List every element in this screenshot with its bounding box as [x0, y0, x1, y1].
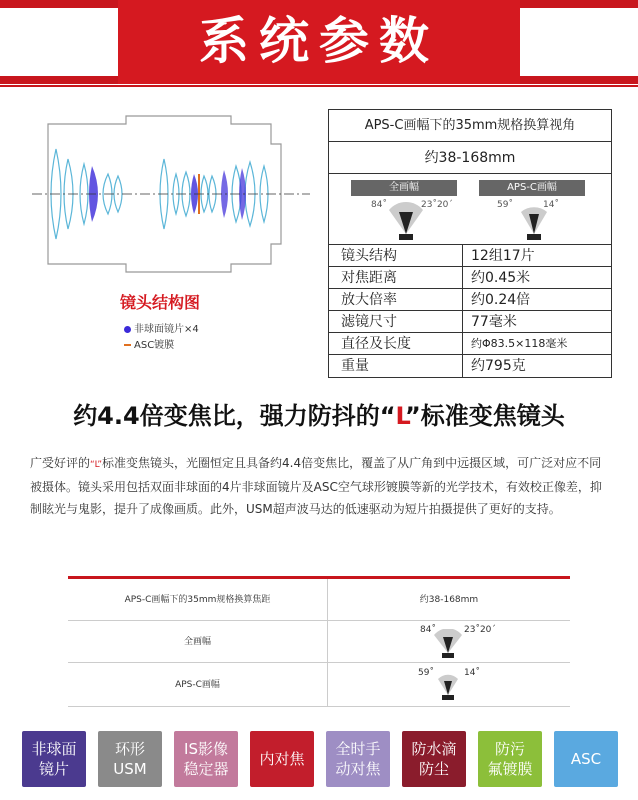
compare-angle-cell	[328, 663, 570, 706]
spec-value: 约795克	[471, 358, 526, 374]
asc-marker-icon	[124, 344, 131, 346]
compare-row-full-frame	[68, 621, 570, 663]
cmp-apsc-wide: 59˚	[418, 668, 434, 678]
spec-key: 直径及长度	[329, 333, 463, 354]
compare-cell: 约38-168mm	[419, 595, 479, 605]
ff-angle-icon	[381, 198, 431, 242]
spec-key: 放大倍率	[329, 289, 463, 310]
spec-value: 约0.24倍	[471, 292, 531, 308]
aspheric-marker-icon	[124, 326, 131, 333]
spec-key: 镜头结构	[329, 245, 463, 266]
spec-key: 重量	[329, 355, 463, 377]
compare-cell: APS-C画幅下的35mm规格换算焦距	[68, 579, 328, 620]
spec-key: 滤镜尺寸	[329, 311, 463, 332]
tag-usm: 环形 USM	[98, 731, 162, 787]
spec-row-dimensions	[329, 333, 611, 355]
tag-fluorine: 防污 氟镀膜	[478, 731, 542, 787]
spec-row-structure	[329, 245, 611, 267]
spec-angle-diagram	[329, 174, 611, 245]
compare-row-apsc	[68, 663, 570, 707]
spec-key: 对焦距离	[329, 267, 463, 288]
cmp-apsc-angle-icon	[428, 671, 468, 701]
lens-structure-drawing	[26, 104, 316, 284]
header-thin-line	[0, 85, 638, 87]
spec-row-weight	[329, 355, 611, 377]
spec-focal-range: 约38-168mm	[329, 142, 611, 174]
tag-is: IS影像 稳定器	[174, 731, 238, 787]
legend-aspheric-label: 非球面镜片×4	[134, 324, 199, 335]
apsc-tab: APS-C画幅	[479, 180, 585, 196]
cmp-ff-angle-icon	[428, 629, 468, 659]
cmp-ff-wide: 84˚	[420, 625, 436, 635]
feature-tags	[22, 731, 618, 787]
headline-pre: 约4.4倍变焦比，强力防抖的“	[73, 402, 396, 430]
tag-aspheric: 非球面 镜片	[22, 731, 86, 787]
spec-value: 约0.45米	[471, 270, 531, 286]
spec-angle-heading: APS-C画幅下的35mm规格换算视角	[329, 110, 611, 142]
spec-table	[328, 109, 612, 378]
headline-post: ”标准变焦镜头	[405, 402, 565, 430]
lens-caption: 镜头结构图	[120, 293, 201, 312]
section-headline	[0, 396, 638, 431]
spec-row-focus-distance	[329, 267, 611, 289]
spec-value: 约Φ83.5×118毫米	[471, 337, 568, 350]
ff-wide-angle: 84˚	[371, 200, 387, 210]
focal-compare-table	[68, 576, 570, 707]
page-title: 系统参数	[199, 12, 439, 70]
cmp-ff-tele: 23˚20´	[464, 625, 496, 635]
ff-tele-angle: 23˚20´	[421, 200, 453, 210]
tag-fulltime-mf: 全时手 动对焦	[326, 731, 390, 787]
description-part1: 广受好评的	[30, 456, 91, 470]
apsc-angle-icon	[509, 198, 559, 242]
spec-value: 12组17片	[471, 248, 535, 264]
apsc-tele-angle: 14˚	[543, 200, 559, 210]
compare-cell: APS-C画幅	[68, 663, 328, 706]
tag-weather-seal: 防水滴 防尘	[402, 731, 466, 787]
header-banner	[0, 0, 638, 90]
spec-row-magnification	[329, 289, 611, 311]
compare-angle-cell	[328, 621, 570, 662]
lens-legend	[124, 322, 199, 354]
legend-asc	[124, 338, 199, 354]
full-frame-tab: 全画幅	[351, 180, 457, 196]
compare-cell: 全画幅	[68, 621, 328, 662]
tag-inner-focus: 内对焦	[250, 731, 314, 787]
description-L: “L”	[90, 460, 102, 470]
tag-asc: ASC	[554, 731, 618, 787]
headline-L: L	[395, 402, 406, 430]
spec-row-filter	[329, 311, 611, 333]
cmp-apsc-tele: 14˚	[464, 668, 480, 678]
description-part2: 标准变焦镜头，光圈恒定且具备约4.4倍变焦比，覆盖了从广角到中远摄区域，可广泛对应不同被摄体。镜头采用包括双面非球面的4片非球面镜片及ASC空气球形镀膜等新的光学技术，有效校正像差，抑制眩光与鬼影，提升了成像画质。此外，USM超声波马达的低速驱动为短片拍摄提供了更好的支持。	[30, 456, 602, 516]
description-paragraph	[30, 452, 610, 520]
legend-aspheric	[124, 322, 199, 338]
legend-asc-label: ASC镀膜	[134, 340, 175, 351]
spec-value: 77毫米	[471, 314, 517, 330]
apsc-wide-angle: 59˚	[497, 200, 513, 210]
